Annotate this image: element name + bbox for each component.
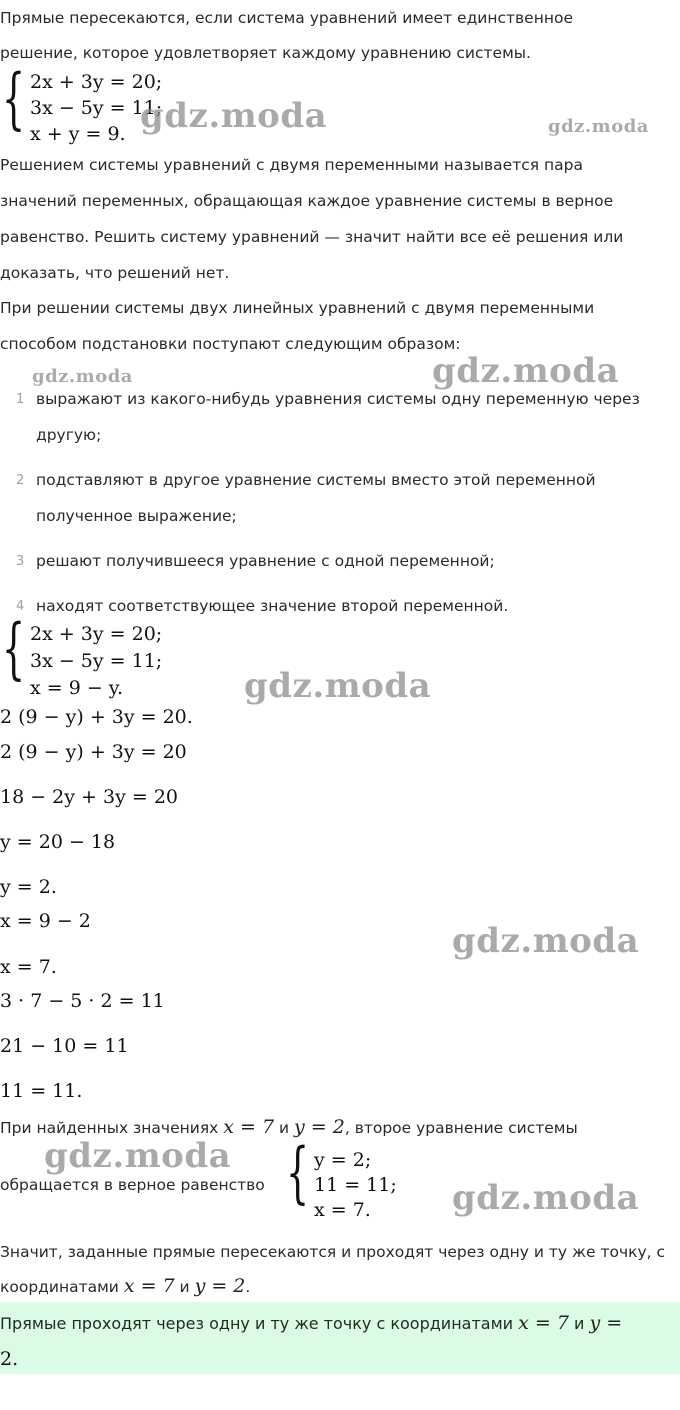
system-2-eq-1: 2x + 3y = 20; <box>30 623 163 645</box>
step-1-number: 1 <box>16 392 25 407</box>
check-text-2: и <box>274 1119 295 1137</box>
watermark: gdz.moda <box>548 116 649 137</box>
definition-line-4: доказать, что решений нет. <box>0 264 230 282</box>
system-2-brace: { <box>2 610 26 687</box>
system-2-eq-3: x = 9 − y. <box>30 677 124 699</box>
system-1-eq-1: 2x + 3y = 20; <box>30 71 163 93</box>
solution-line-4: y = 20 − 18 <box>0 831 116 853</box>
conclusion-line-1: Значит, заданные прямые пересекаются и проходят через одну и ту же точку, с <box>0 1243 666 1261</box>
watermark: gdz.moda <box>244 666 432 706</box>
solution-line-10: 11 = 11. <box>0 1080 83 1102</box>
conclusion-math-y: y = 2 <box>194 1275 246 1297</box>
solution-line-8: 3 · 7 − 5 · 2 = 11 <box>0 990 165 1012</box>
watermark: gdz.moda <box>44 1136 232 1176</box>
conclusion-text-1: координатами <box>0 1278 124 1296</box>
solution-line-9: 21 − 10 = 11 <box>0 1035 129 1057</box>
answer-line-1 <box>0 1312 622 1334</box>
step-2-number: 2 <box>16 473 25 488</box>
conclusion-text-2: и <box>174 1278 195 1296</box>
check-math-y: y = 2 <box>294 1116 345 1138</box>
system-1-eq-2: 3x − 5y = 11; <box>30 97 163 119</box>
check-system-eq-3: x = 7. <box>314 1199 371 1221</box>
definition-line-1: Решением системы уравнений с двумя переменными называется пара <box>0 156 583 174</box>
check-system-brace: { <box>286 1134 310 1211</box>
solution-line-3: 18 − 2y + 3y = 20 <box>0 786 178 808</box>
check-math-x: x = 7 <box>223 1116 275 1138</box>
step-2-line-2: полученное выражение; <box>36 507 237 525</box>
intro-line-1: Прямые пересекаются, если система уравнений имеет единственное <box>0 9 574 27</box>
answer-math-x: x = 7 <box>518 1312 569 1334</box>
check-line-2: обращается в верное равенство <box>0 1176 265 1194</box>
definition-line-3: равенство. Решить систему уравнений — значит найти все её решения или <box>0 228 624 246</box>
answer-text-2: и <box>568 1314 590 1333</box>
step-4-number: 4 <box>16 599 25 614</box>
system-1-eq-3: x + y = 9. <box>30 123 126 145</box>
step-3-number: 3 <box>16 554 25 569</box>
watermark: gdz.moda <box>432 351 620 391</box>
step-2-line-1: подставляют в другое уравнение системы вместо этой переменной <box>36 471 596 489</box>
watermark: gdz.moda <box>452 921 640 961</box>
answer-line-2: 2. <box>0 1348 19 1370</box>
solution-line-5: y = 2. <box>0 876 57 898</box>
solution-line-1: 2 (9 − y) + 3y = 20. <box>0 706 193 728</box>
method-intro-line-2: способом подстановки поступают следующим образом: <box>0 335 461 353</box>
conclusion-text-3: . <box>245 1278 251 1296</box>
step-4-line-1: находят соответствующее значение второй переменной. <box>36 597 509 615</box>
check-system-eq-1: y = 2; <box>314 1149 372 1171</box>
solution-line-6: x = 9 − 2 <box>0 910 91 932</box>
check-text-3: , второе уравнение системы <box>344 1119 578 1137</box>
definition-line-2: значений переменных, обращающая каждое уравнение системы в верное <box>0 192 614 210</box>
check-system-eq-2: 11 = 11; <box>314 1174 397 1196</box>
system-1-brace: { <box>2 60 26 137</box>
step-3-line-1: решают получившееся уравнение с одной переменной; <box>36 552 495 570</box>
conclusion-line-2 <box>0 1275 250 1297</box>
intro-line-2: решение, которое удовлетворяет каждому уравнению системы. <box>0 44 531 62</box>
solution-line-7: x = 7. <box>0 956 57 978</box>
conclusion-math-x: x = 7 <box>123 1275 175 1297</box>
step-1-line-1: выражают из какого-нибудь уравнения системы одну переменную через <box>36 390 640 408</box>
answer-math-y: y = <box>589 1312 623 1334</box>
answer-text-1: Прямые проходят через одну и ту же точку с координатами <box>0 1314 519 1333</box>
solution-line-2: 2 (9 − y) + 3y = 20 <box>0 741 187 763</box>
method-intro-line-1: При решении системы двух линейных уравнений с двумя переменными <box>0 299 595 317</box>
watermark: gdz.moda <box>32 366 133 387</box>
watermark: gdz.moda <box>452 1178 640 1218</box>
step-1-line-2: другую; <box>36 426 102 444</box>
system-2-eq-2: 3x − 5y = 11; <box>30 650 163 672</box>
check-text-1: При найденных значениях <box>0 1119 224 1137</box>
watermark: gdz.moda <box>140 96 328 136</box>
